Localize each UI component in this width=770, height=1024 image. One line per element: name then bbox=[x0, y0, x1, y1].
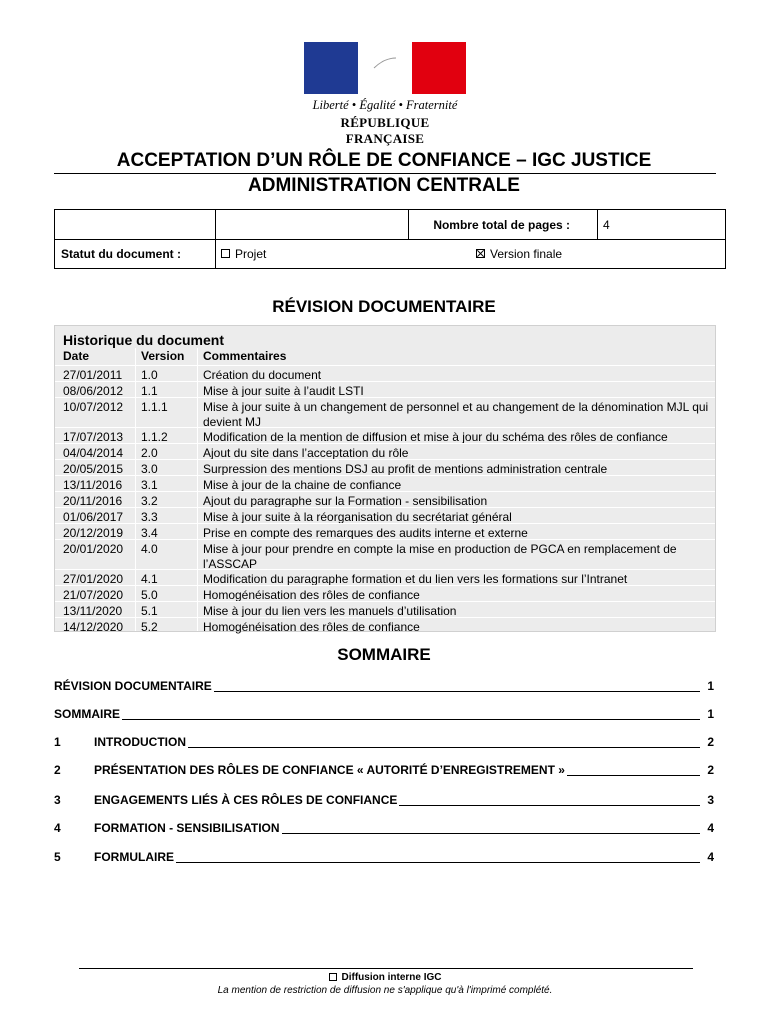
history-version: 1.0 bbox=[141, 368, 158, 382]
history-version: 3.3 bbox=[141, 510, 158, 524]
document-title-line2: ADMINISTRATION CENTRALE bbox=[248, 175, 520, 196]
toc-number: 5 bbox=[54, 850, 61, 864]
history-header-comment: Commentaires bbox=[203, 349, 287, 363]
footer-divider bbox=[79, 968, 693, 969]
pages-label: Nombre total de pages : bbox=[433, 217, 570, 232]
history-date: 20/12/2019 bbox=[63, 526, 124, 540]
status-option-projet[interactable] bbox=[221, 239, 421, 268]
history-version: 1.1 bbox=[141, 384, 158, 398]
status-option-finale[interactable] bbox=[476, 239, 676, 268]
projet-label: Projet bbox=[235, 246, 267, 261]
history-version: 4.0 bbox=[141, 542, 158, 556]
history-version: 3.1 bbox=[141, 478, 158, 492]
footer-diffusion bbox=[54, 972, 716, 983]
version-finale-label: Version finale bbox=[490, 246, 563, 261]
history-version: 1.1.2 bbox=[141, 430, 168, 444]
status-table-col-divider bbox=[215, 210, 216, 268]
marianne-profile-icon bbox=[358, 42, 412, 94]
history-comment: Mise à jour pour prendre en compte la mise en production de PGCA en remplacement de l’ASSCAP bbox=[203, 542, 677, 571]
history-row bbox=[55, 569, 715, 586]
toc-label: ENGAGEMENTS LIÉS À CES RÔLES DE CONFIANCE bbox=[94, 793, 398, 807]
history-comment: Prise en compte des remarques des audits interne et externe bbox=[203, 526, 528, 540]
history-comment: Mise à jour suite à l’audit LSTI bbox=[203, 384, 364, 398]
sommaire-title: SOMMAIRE bbox=[337, 645, 431, 664]
history-date: 13/11/2016 bbox=[63, 478, 123, 492]
toc-page: 4 bbox=[707, 821, 714, 835]
history-comment: Création du document bbox=[203, 368, 322, 382]
diffusion-checkbox[interactable] bbox=[329, 973, 337, 981]
toc-page: 4 bbox=[707, 850, 714, 864]
history-date: 13/11/2020 bbox=[63, 604, 123, 618]
logo-name: RÉPUBLIQUE FRANÇAISE bbox=[340, 115, 430, 146]
history-version: 1.1.1 bbox=[141, 400, 168, 414]
history-date: 20/05/2015 bbox=[63, 462, 124, 476]
history-comment: Mise à jour suite à un changement de personnel et au changement de la dénomination MJL qui devient MJ bbox=[203, 400, 709, 429]
history-row bbox=[55, 539, 715, 570]
history-date: 17/07/2013 bbox=[63, 430, 124, 444]
history-comment: Mise à jour de la chaine de confiance bbox=[203, 478, 402, 492]
status-table bbox=[54, 209, 726, 269]
toc-entry[interactable] bbox=[54, 735, 714, 751]
footer-note: La mention de restriction de diffusion ne s'applique qu'à l'imprimé complété. bbox=[217, 985, 553, 996]
history-version: 5.2 bbox=[141, 620, 158, 634]
history-row bbox=[55, 617, 715, 632]
history-comment: Mise à jour suite à la réorganisation du secrétariat général bbox=[203, 510, 512, 524]
history-version: 5.0 bbox=[141, 588, 158, 602]
title-divider bbox=[54, 173, 716, 174]
history-date: 27/01/2020 bbox=[63, 572, 124, 586]
history-row bbox=[55, 397, 715, 428]
marianne-flag-icon bbox=[304, 42, 466, 94]
history-comment: Homogénéisation des rôles de confiance bbox=[203, 620, 420, 634]
revision-title: RÉVISION DOCUMENTAIRE bbox=[272, 297, 496, 316]
history-comment: Modification de la mention de diffusion et mise à jour du schéma des rôles de confiance bbox=[203, 430, 668, 444]
history-version: 3.2 bbox=[141, 494, 158, 508]
toc-label: SOMMAIRE bbox=[54, 707, 120, 721]
history-date: 08/06/2012 bbox=[63, 384, 124, 398]
history-row bbox=[55, 523, 715, 540]
history-version: 5.1 bbox=[141, 604, 158, 618]
history-comment: Modification du paragraphe formation et du lien vers les formations sur l’Intranet bbox=[203, 572, 628, 586]
toc-entry[interactable] bbox=[54, 793, 714, 809]
toc-entry[interactable] bbox=[54, 707, 714, 723]
history-date: 20/11/2016 bbox=[63, 494, 123, 508]
history-row bbox=[55, 601, 715, 618]
toc-label: FORMATION - SENSIBILISATION bbox=[94, 821, 280, 835]
history-row bbox=[55, 585, 715, 602]
toc-page: 3 bbox=[707, 793, 714, 807]
history-date: 21/07/2020 bbox=[63, 588, 124, 602]
flag-red-band bbox=[412, 42, 466, 94]
toc-label: INTRODUCTION bbox=[94, 735, 186, 749]
flag-white-band bbox=[358, 42, 412, 94]
history-row bbox=[55, 507, 715, 524]
history-date: 04/04/2014 bbox=[63, 446, 124, 460]
toc-number: 3 bbox=[54, 793, 61, 807]
history-row bbox=[55, 381, 715, 398]
pages-value: 4 bbox=[603, 217, 610, 232]
history-date: 10/07/2012 bbox=[63, 400, 124, 414]
toc-page: 2 bbox=[707, 763, 714, 777]
history-comment: Surpression des mentions DSJ au profit de mentions administration centrale bbox=[203, 462, 608, 476]
history-header-date: Date bbox=[63, 349, 90, 363]
history-version: 3.4 bbox=[141, 526, 158, 540]
history-row bbox=[55, 443, 715, 460]
version-finale-checkbox[interactable] bbox=[476, 249, 485, 258]
history-version: 4.1 bbox=[141, 572, 158, 586]
history-version: 3.0 bbox=[141, 462, 158, 476]
toc-leader-line bbox=[94, 862, 700, 863]
toc-page: 1 bbox=[707, 707, 714, 721]
history-row bbox=[55, 491, 715, 508]
history-row bbox=[55, 475, 715, 492]
toc-number: 2 bbox=[54, 763, 61, 777]
toc-leader-line bbox=[54, 719, 700, 720]
toc-label: PRÉSENTATION DES RÔLES DE CONFIANCE « AUTORITÉ D’ENREGISTREMENT » bbox=[94, 763, 565, 777]
status-table-col-divider bbox=[597, 210, 598, 239]
toc-page: 1 bbox=[707, 679, 714, 693]
toc-label: RÉVISION DOCUMENTAIRE bbox=[54, 679, 212, 693]
toc-number: 4 bbox=[54, 821, 61, 835]
toc-page: 2 bbox=[707, 735, 714, 749]
history-header-version: Version bbox=[141, 349, 185, 363]
history-date: 27/01/2011 bbox=[63, 368, 123, 382]
history-date: 14/12/2020 bbox=[63, 620, 124, 634]
history-comment: Ajout du paragraphe sur la Formation - sensibilisation bbox=[203, 494, 488, 508]
history-row bbox=[55, 365, 715, 382]
toc-entry[interactable] bbox=[54, 821, 714, 837]
toc-label: FORMULAIRE bbox=[94, 850, 174, 864]
history-table bbox=[54, 325, 716, 632]
history-date: 20/01/2020 bbox=[63, 542, 124, 556]
flag-blue-band bbox=[304, 42, 358, 94]
history-version: 2.0 bbox=[141, 446, 158, 460]
toc-entry[interactable] bbox=[54, 763, 714, 779]
republique-francaise-logo bbox=[300, 42, 470, 146]
footer-diffusion-label: Diffusion interne IGC bbox=[341, 972, 442, 983]
toc-entry[interactable] bbox=[54, 850, 714, 866]
history-comment: Mise à jour du lien vers les manuels d’utilisation bbox=[203, 604, 457, 618]
toc-number: 1 bbox=[54, 735, 61, 749]
history-date: 01/06/2017 bbox=[63, 510, 124, 524]
projet-checkbox[interactable] bbox=[221, 249, 230, 258]
history-comment: Homogénéisation des rôles de confiance bbox=[203, 588, 420, 602]
toc-entry[interactable] bbox=[54, 679, 714, 695]
history-row bbox=[55, 427, 715, 444]
logo-motto: Liberté • Égalité • Fraternité bbox=[312, 98, 458, 112]
status-label: Statut du document : bbox=[61, 246, 181, 261]
history-title: Historique du document bbox=[63, 332, 224, 348]
history-row bbox=[55, 459, 715, 476]
history-comment: Ajout du site dans l’acceptation du rôle bbox=[203, 446, 409, 460]
document-title-line1: ACCEPTATION D’UN RÔLE DE CONFIANCE – IGC JUSTICE bbox=[116, 150, 652, 171]
